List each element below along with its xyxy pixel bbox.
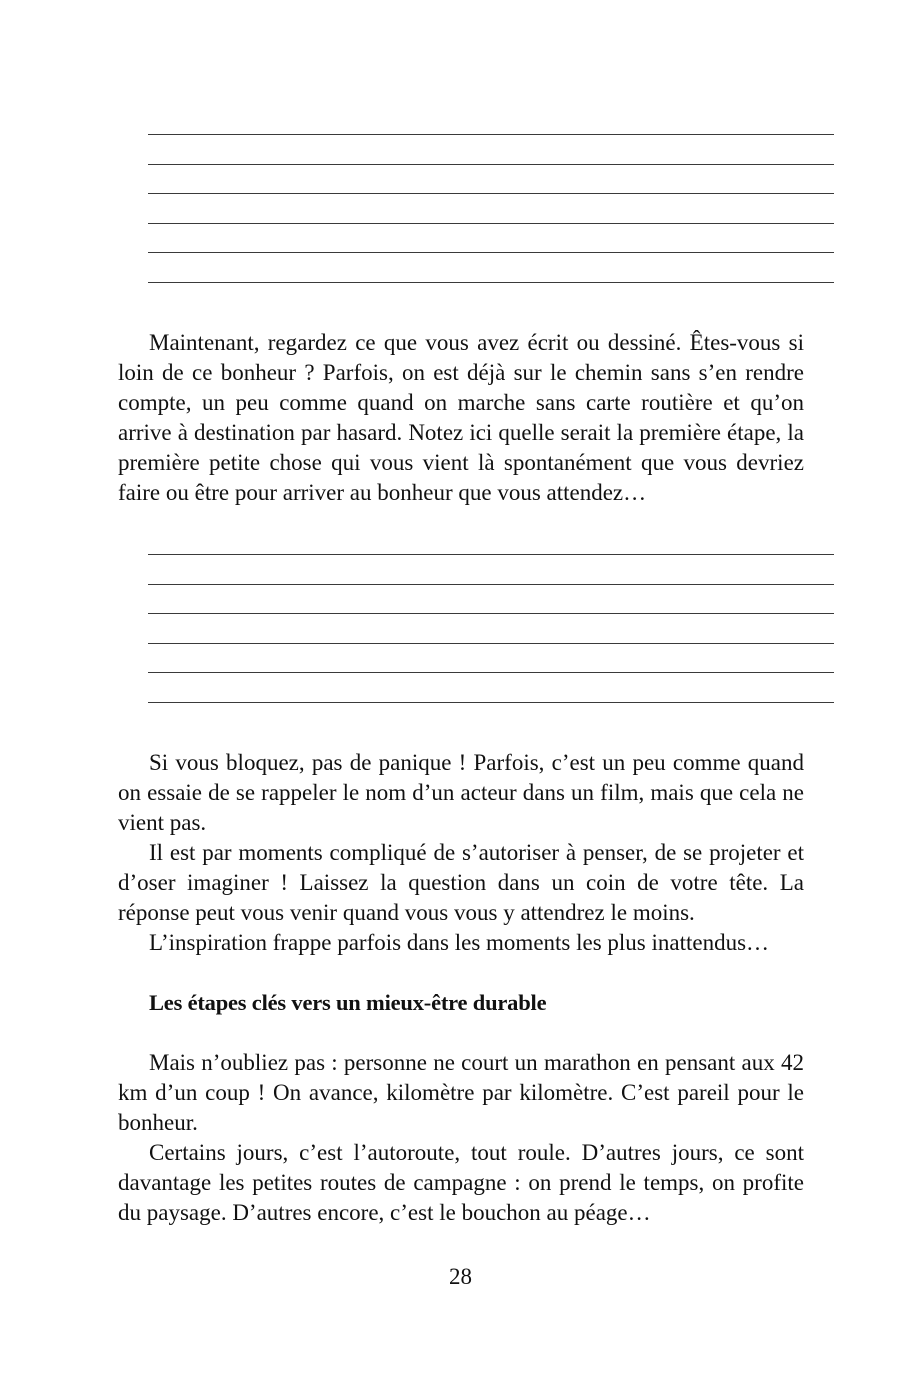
text-block-intro: [118, 328, 804, 508]
writing-line: [148, 643, 834, 644]
writing-line: [148, 282, 834, 283]
writing-line: [148, 584, 834, 585]
writing-line: [148, 223, 834, 224]
writing-lines-middle: [148, 554, 834, 703]
writing-line: [148, 134, 834, 135]
text-block-advice: [118, 748, 804, 958]
writing-line: [148, 252, 834, 253]
writing-line: [148, 702, 834, 703]
page-number: 28: [449, 1264, 472, 1289]
writing-line: [148, 164, 834, 165]
section-heading: Les étapes clés vers un mieux-être durable: [149, 990, 547, 1015]
writing-line: [148, 193, 834, 194]
paragraph: Il est par moments compliqué de s’autoriser à penser, de se projeter et d’oser imaginer ! Laissez la question dans un coin de votre tête. La réponse peut vous venir quand vous vous y attendrez le moins.: [118, 840, 804, 925]
writing-line: [148, 554, 834, 555]
paragraph: Maintenant, regardez ce que vous avez écrit ou dessiné. Êtes-vous si loin de ce bonheur ? Parfois, on est déjà sur le chemin sans s’en rendre compte, un peu comme quand on marche sans carte routière et qu’on arrive à destination par hasard. Notez ici quelle serait la première étape, la première petite chose qui vous vient là spontanément que vous devriez faire ou être pour arriver au bonheur que vous attendez…: [118, 330, 804, 505]
paragraph: Mais n’oubliez pas : personne ne court un marathon en pensant aux 42 km d’un coup ! On avance, kilomètre par kilomètre. C’est pareil pour le bonheur.: [118, 1050, 804, 1135]
paragraph: Certains jours, c’est l’autoroute, tout roule. D’autres jours, ce sont davantage les petites routes de campagne : on prend le temps, on profite du paysage. D’autres encore, c’est le bouchon au péage…: [118, 1140, 804, 1225]
text-block-steps: [118, 1048, 804, 1228]
writing-line: [148, 672, 834, 673]
paragraph: Si vous bloquez, pas de panique ! Parfois, c’est un peu comme quand on essaie de se rappeler le nom d’un acteur dans un film, mais que cela ne vient pas.: [118, 750, 804, 835]
writing-line: [148, 613, 834, 614]
paragraph: L’inspiration frappe parfois dans les moments les plus inattendus…: [149, 930, 770, 955]
writing-lines-top: [148, 134, 834, 283]
